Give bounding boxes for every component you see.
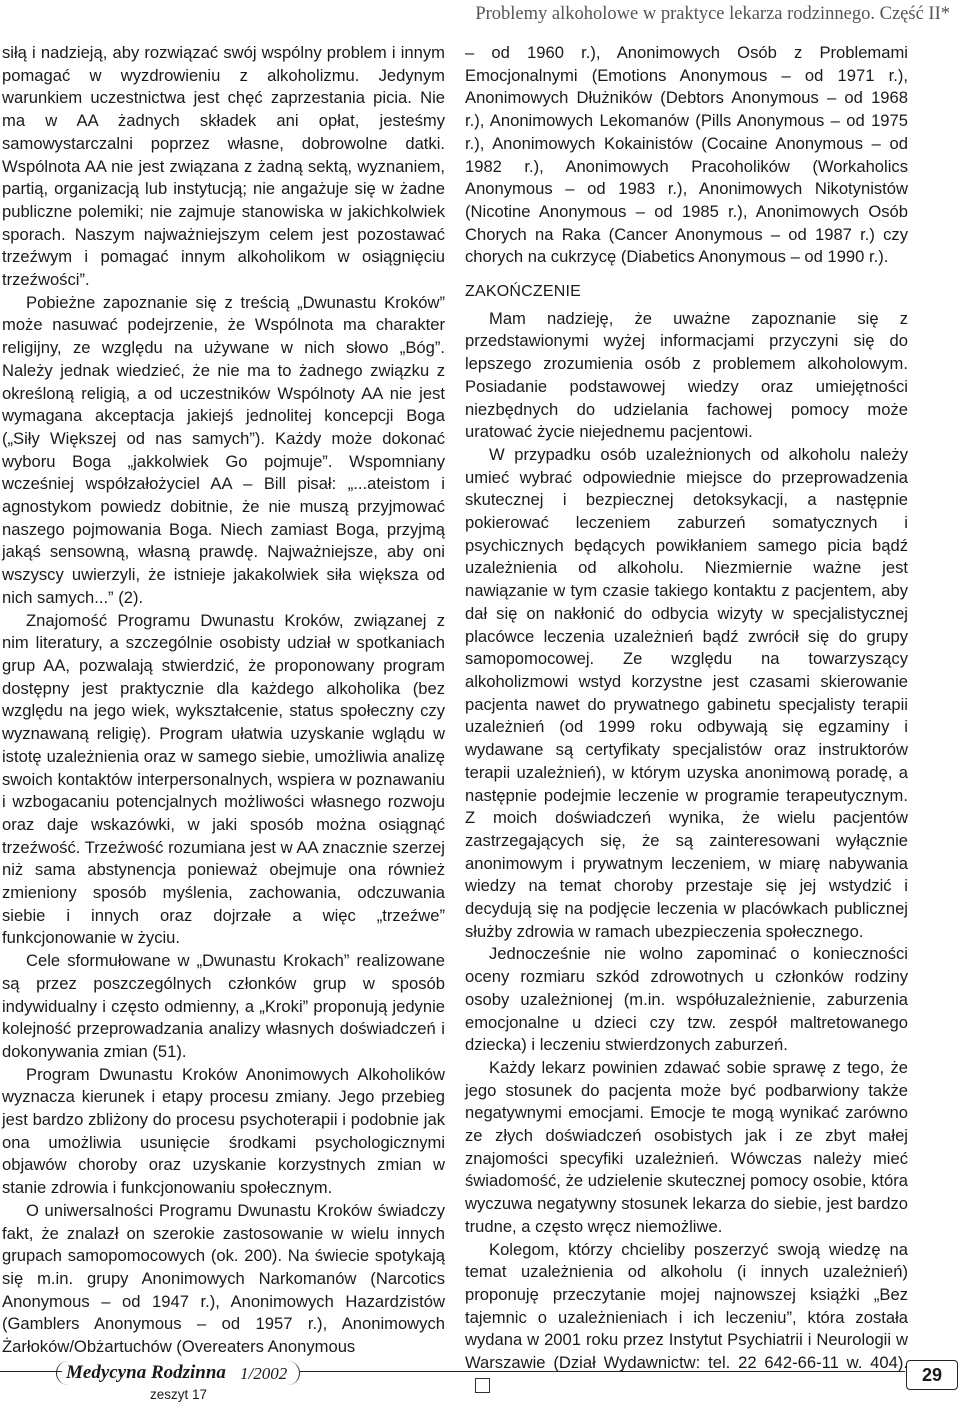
paragraph: – od 1960 r.), Anonimowych Osób z Problemami Emocjonalnymi (Emotions Anonymous – od 1971 r.), Anonimowych Dłużników (Debtors Anonymous – od 1968 r.), Anonimowych Lekomanów (Pills Anonymous – od 1975 r.), Anonimowych Kokainistów (Cocaine Anonymous – od 1982 r.), Anonimowych Pracoholików (Workaholics Anonymous – od 1983 r.), Anonimowych Nikotynistów (Nicotine Anonymous – od 1985 r.), Anonimowych Osób Chorych na Raka (Cancer Anonymous – od 1987 r.) czy chorych na cukrzycę (Diabetics Anonymous – od 1990 r.).	[465, 43, 908, 267]
paragraph: W przypadku osób uzależnionych od alkoholu należy umieć wybrać odpowiednie miejsce do przeprowadzenia skutecznej i bezpiecznej detoksykacji, a następnie pokierować leczeniem zaburzeń somatycznych i psychicznych będących powikłaniem samego picia bądź uzależnienia od alkoholu. Niezmiernie ważne jest nawiązanie w tym czasie takiego kontaktu z pacjentem, aby dał się on nakłonić do odbycia wizyty w specjalistycznej placówce leczenia uzależnień bądź zwrócił się do grupy samopomocowej. Ze względu na towarzyszący alkoholizmowi wstyd korzystne jest czasami skierowanie pacjenta nawet do prywatnego gabinetu specjalisty terapii uzależnień (od 1999 roku odbywają się egzaminy i wydawane są certyfikaty specjalistów oraz instruktorów terapii uzależnień), w którym uzyska anonimową poradę, a następnie podejmie leczenie w programie terapeutycznym. Z moich doświadczeń wynika, że wielu pacjentów zastrzegających się, że są zainteresowani wyłącznie anonimowym i prywatnym leczeniem, w miarę nabywania wiedzy na temat choroby przestaje się jej wstydzić i decydują się na podjęcie leczenia w placówkach publicznej służby zdrowia w ramach ubezpieczenia społecznego.	[465, 444, 908, 941]
section-heading: ZAKOŃCZENIE	[465, 283, 581, 301]
journal-volume: zeszyt 17	[150, 1387, 208, 1402]
paragraph: Program Dwunastu Kroków Anonimowych Alkoholików wyznacza kierunek i etapy procesu zmiany. Jego przebieg jest bardzo zbliżony do procesu psychoterapii i podobnie jak ona umożliwia usunięcie środkami psychologicznymi objawów choroby oraz uzyskanie korzystnych zmian w stanie zdrowia i funkcjonowaniu społecznym.	[2, 1064, 445, 1198]
paragraph-text: Kolegom, którzy chcieliby poszerzyć swoją wiedzę na temat uzależnienia od alkoholu (i innych uzależnień) proponuję przeczytanie mojej najnowszej książki „Bez tajemnic o uzależnieniach i ich leczeniu”, która została wydana w 2001 roku przez Instytut Psychiatrii i Neurologii w Warszawie (Dział Wydawnictw: tel. 22 642-66-11 w. 404).	[465, 1239, 908, 1373]
left-column	[2, 42, 445, 1359]
page-number: 29	[921, 1365, 943, 1385]
paragraph: siłą i nadzieją, aby rozwiązać swój wspólny problem i innym pomagać w wyzdrowieniu z alkoholizmu. Jedynym warunkiem uczestnictwa jest chęć zaprzestania picia. Nie ma w AA żadnych składek ani opłat, jesteśmy samowystarczalni poprzez własne, dobrowolne datki. Wspólnota AA nie jest związana z żadną sektą, wyznaniem, partią, organizacją lub instytucją; nie angażuje się w żadne publiczne polemiki; nie zajmuje stanowiska w jakichkolwiek sporach. Naszym najważniejszym celem jest pozostawać trzeźwym i pomagać innym alkoholikom w osiągnięciu trzeźwości”.	[2, 43, 445, 290]
paragraph: Cele sformułowane w „Dwunastu Krokach” realizowane są przez poszczególnych członków grup w sposób indywidualny i często odmienny, a „Kroki” proponują jedynie kolejność przeprowadzania analizy własnych doświadczeń i dokonywania zmian (51).	[2, 951, 445, 1061]
paragraph: Jednocześnie nie wolno zapominać o konieczności oceny rozmiaru szkód zdrowotnych u członków rodziny osoby uzależnionej (m.in. współuzależnienie, zaburzenia emocjonalne u dzieci czy tzw. zespół maltretowanego dziecka) i leczeniu stwierdzonych zaburzeń.	[465, 944, 908, 1055]
paragraph: Mam nadzieję, że uważne zapoznanie się z przedstawionymi wyżej informacjami przyczyni się do lepszego zrozumienia osób z problemem alkoholowym. Posiadanie podstawowej wiedzy oraz umiejętności niezbędnych do udzielania fachowej pomocy może uratować życie niejednemu pacjentowi.	[465, 308, 908, 442]
running-header: Problemy alkoholowe w praktyce lekarza rodzinnego. Część II*	[475, 4, 950, 24]
page-footer	[0, 1360, 960, 1406]
journal-title: Medycyna Rodzinna	[66, 1362, 226, 1383]
paragraph: Pobieżne zapoznanie się z treścią „Dwunastu Kroków” może nasuwać podejrzenie, że Wspólnota ma charakter religijny, ze względu na używane w nich słowo „Bóg”. Należy jednak wiedzieć, że nie ma to żadnego związku z określoną religią, a od uczestników Wspólnoty AA nie jest wymagana akceptacja jakiejś jednolitej koncepcji Boga („Siły Większej od nas samych”). Każdy może dokonać wyboru Boga „jakkolwiek Go pojmuje”. Wspomniany wcześniej współzałożyciel AA – Bill pisał: „...ateistom i agnostykom powiedz dobitnie, że nie muszą przyjmować naszego pojmowania Boga. Niech zamiast Boga, przyjmą jakąś sensowną, własną prawdę. Najważniejsze, aby oni wszyscy uwierzyli, że istnieje jakakolwiek siła większa od nich samych...” (2).	[2, 292, 445, 607]
right-column	[465, 42, 908, 1397]
journal-issue: 1/2002	[240, 1364, 288, 1383]
footer-rule-left	[0, 1371, 62, 1372]
paragraph: Znajomość Programu Dwunastu Kroków, związanej z nim literatury, a szczególnie osobisty udział w spotkaniach grup AA, pozwalają stwierdzić, że proponowany program dostępny jest praktycznie dla każdego alkoholika (bez względu na jego wiek, wykształcenie, status społeczny czy wyznawaną religię). Program ułatwia uzyskanie wglądu w istotę uzależnienia oraz w samego siebie, umożliwia analizę swoich kontaktów interpersonalnych, wspiera w poznawaniu i wzbogacaniu potencjalnych możliwości własnego rozwoju oraz daje wskazówki, w jaki sposób można osiągnąć trzeźwość. Trzeźwość rozumiana jest w AA znacznie szerzej niż sama abstynencja ponieważ obejmuje ona również zmieniony sposób myślenia, zachowania, odczuwania siebie i innych oraz dojrzałe a więc „trzeźwe” funkcjonowanie w życiu.	[2, 610, 445, 948]
paragraph: Każdy lekarz powinien zdawać sobie sprawę z tego, że jego stosunek do pacjenta może być podbarwiony także negatywnymi emocjami. Emocje te mogą wynikać zarówno ze złych doświadczeń osobistych jak i ze zbyt małej znajomości specyfiki uzależnień. Wówczas należy mieć świadomość, że udzielenie skutecznej pomocy osobie, która wyczuwa negatywny stosunek lekarza do siebie, jest bardzo trudne, a często wręcz niemożliwe.	[465, 1057, 908, 1236]
footer-rule-right	[300, 1371, 905, 1372]
paragraph: O uniwersalności Programu Dwunastu Kroków świadczy fakt, że znalazł on szerokie zastosowanie w wielu innych grupach samopomocowych (ok. 200). Na świecie spotykają się m.in. grupy Anonimowych Narkomanów (Narcotics Anonymous – od 1947 r.), Anonimowych Hazardzistów (Gamblers Anonymous – od 1957 r.), Anonimowych Żarłoków/Obżartuchów (Overeaters Anonymous	[2, 1200, 445, 1357]
